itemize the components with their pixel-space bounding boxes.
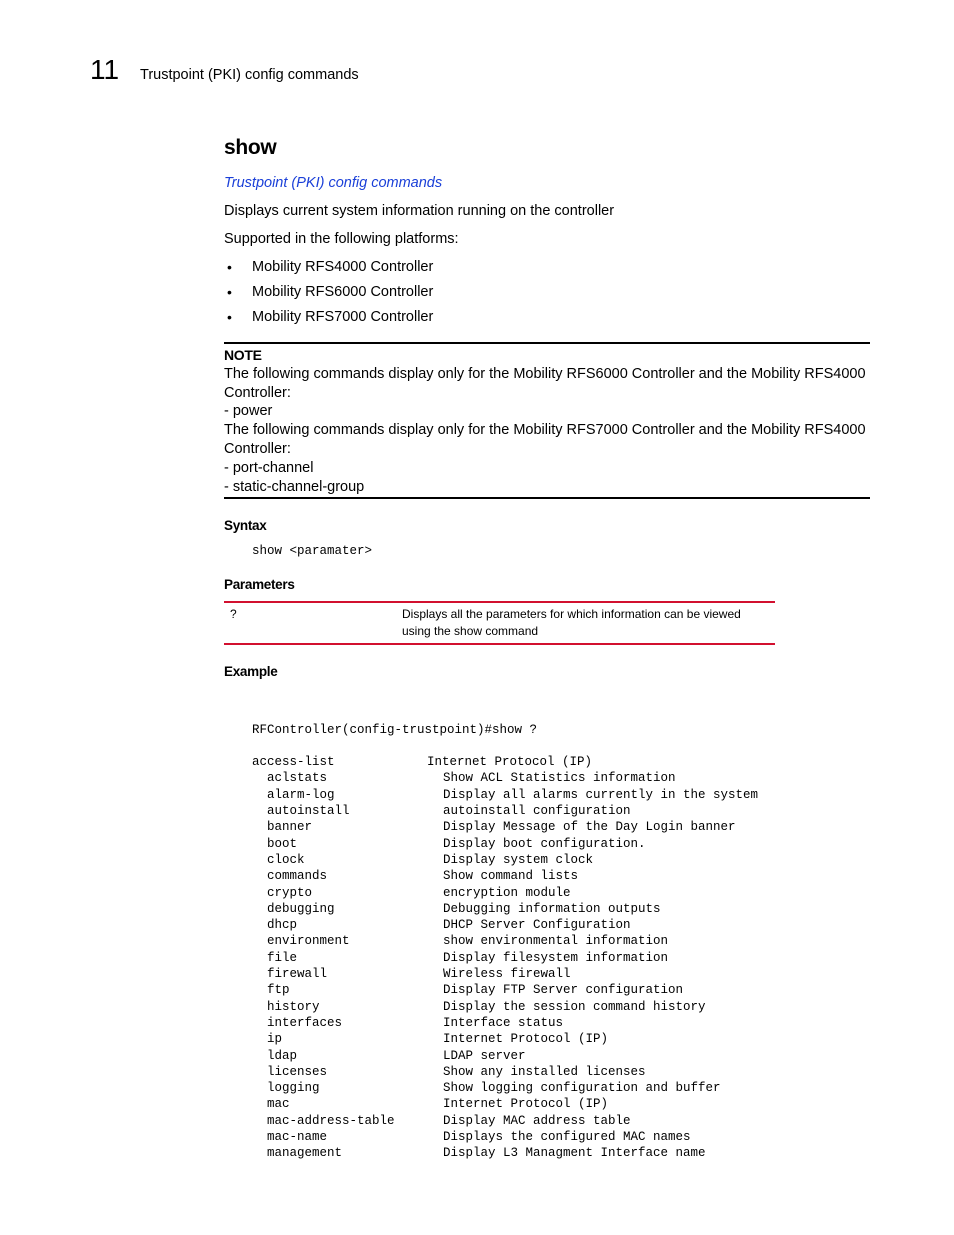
example-row [252, 836, 646, 852]
example-row [252, 982, 684, 998]
example-command: file [267, 950, 298, 965]
example-command: alarm-log [267, 787, 335, 802]
example-description: Show any installed licenses [443, 1064, 646, 1079]
example-row [252, 819, 736, 835]
example-row [252, 868, 579, 884]
note-line: - power [224, 403, 273, 420]
example-command: ftp [267, 983, 290, 998]
example-description: Displays the configured MAC names [443, 1130, 691, 1145]
example-description: Show command lists [443, 869, 579, 884]
chapter-title: Trustpoint (PKI) config commands [140, 67, 359, 83]
note-label: NOTE [224, 347, 262, 363]
note-line: The following commands display only for the Mobility RFS6000 Controller and the Mobility RFS4000 [224, 365, 866, 382]
example-description: Display the session command history [443, 999, 706, 1014]
example-command: dhcp [267, 918, 298, 933]
example-description: autoinstall configuration [443, 804, 631, 819]
parameter-name: ? [230, 607, 237, 621]
example-row [252, 966, 571, 982]
platform-list [224, 258, 433, 333]
example-row [252, 1096, 609, 1112]
note-line: Controller: [224, 440, 291, 457]
example-row [252, 999, 706, 1015]
note-top-divider [224, 342, 870, 344]
example-command: boot [267, 836, 298, 851]
example-description: Display Message of the Day Login banner [443, 820, 736, 835]
example-row [252, 901, 661, 917]
example-description: Display filesystem information [443, 950, 669, 965]
note-line: - static-channel-group [224, 478, 365, 495]
example-description: LDAP server [443, 1048, 526, 1063]
example-code-block [252, 689, 759, 1162]
parameters-table [224, 601, 775, 645]
example-row [252, 950, 669, 966]
example-row [252, 1129, 691, 1145]
example-command: licenses [267, 1064, 328, 1079]
syntax-heading: Syntax [224, 518, 267, 533]
example-row [252, 803, 631, 819]
example-row [252, 1015, 564, 1031]
example-command: clock [267, 852, 305, 867]
chapter-number: 11 [90, 54, 120, 85]
example-description: Wireless firewall [443, 967, 571, 982]
example-command: history [267, 999, 320, 1014]
example-row [252, 885, 571, 901]
example-description: Display all alarms currently in the system [443, 787, 759, 802]
example-description: Interface status [443, 1015, 564, 1030]
example-command: environment [267, 934, 350, 949]
example-command: commands [267, 869, 328, 884]
example-description: Display system clock [443, 852, 594, 867]
example-description: encryption module [443, 885, 571, 900]
example-heading: Example [224, 664, 278, 679]
example-description: Internet Protocol (IP) [427, 755, 593, 770]
example-description: DHCP Server Configuration [443, 918, 631, 933]
note-line: - port-channel [224, 459, 314, 476]
example-row [252, 1080, 721, 1096]
list-item: • Mobility RFS4000 Controller [224, 258, 433, 283]
example-description: show environmental information [443, 934, 669, 949]
platforms-intro: Supported in the following platforms: [224, 231, 459, 247]
page-title: show [224, 136, 277, 159]
list-item: • Mobility RFS6000 Controller [224, 283, 433, 308]
example-command: debugging [267, 901, 335, 916]
example-description: Show logging configuration and buffer [443, 1081, 721, 1096]
example-command: mac-address-table [267, 1113, 395, 1128]
note-bottom-divider [224, 497, 870, 499]
example-row [252, 1064, 646, 1080]
example-command: ip [267, 1032, 283, 1047]
example-description: Show ACL Statistics information [443, 771, 676, 786]
example-row [252, 917, 631, 933]
example-command: logging [267, 1081, 320, 1096]
list-item: • Mobility RFS7000 Controller [224, 308, 433, 333]
example-command: access-list [252, 755, 335, 770]
note-line: Controller: [224, 384, 291, 401]
command-description: Displays current system information running on the controller [224, 203, 615, 219]
example-command: interfaces [267, 1015, 343, 1030]
example-description: Debugging information outputs [443, 901, 661, 916]
example-row [252, 1048, 537, 1064]
note-box [224, 346, 874, 496]
example-row [252, 1113, 631, 1129]
example-command: management [267, 1146, 343, 1161]
example-command: mac [267, 1097, 290, 1112]
example-description: Display FTP Server configuration [443, 983, 684, 998]
example-row [252, 754, 593, 770]
example-row [252, 933, 669, 949]
example-description: Internet Protocol (IP) [443, 1097, 609, 1112]
example-command: banner [267, 820, 313, 835]
parameters-heading: Parameters [224, 577, 295, 592]
note-line: The following commands display only for the Mobility RFS7000 Controller and the Mobility RFS4000 [224, 422, 866, 439]
example-command: crypto [267, 885, 313, 900]
syntax-code: show <paramater> [252, 544, 373, 558]
parent-section-link[interactable]: Trustpoint (PKI) config commands [224, 175, 443, 191]
example-row [252, 787, 759, 803]
example-description: Display boot configuration. [443, 836, 646, 851]
example-command: aclstats [267, 771, 328, 786]
example-description: Display MAC address table [443, 1113, 631, 1128]
example-prompt: RFController(config-trustpoint)#show ? [252, 722, 538, 737]
example-command: ldap [267, 1048, 298, 1063]
example-row [252, 770, 676, 786]
example-row [252, 1145, 706, 1161]
example-command: autoinstall [267, 804, 350, 819]
example-row [252, 1031, 609, 1047]
example-row [252, 852, 594, 868]
example-command: firewall [267, 967, 328, 982]
parameter-description: Displays all the parameters for which information can be viewed using the show command [402, 607, 741, 638]
example-command: mac-name [267, 1130, 328, 1145]
example-description: Internet Protocol (IP) [443, 1032, 609, 1047]
example-description: Display L3 Managment Interface name [443, 1146, 706, 1161]
